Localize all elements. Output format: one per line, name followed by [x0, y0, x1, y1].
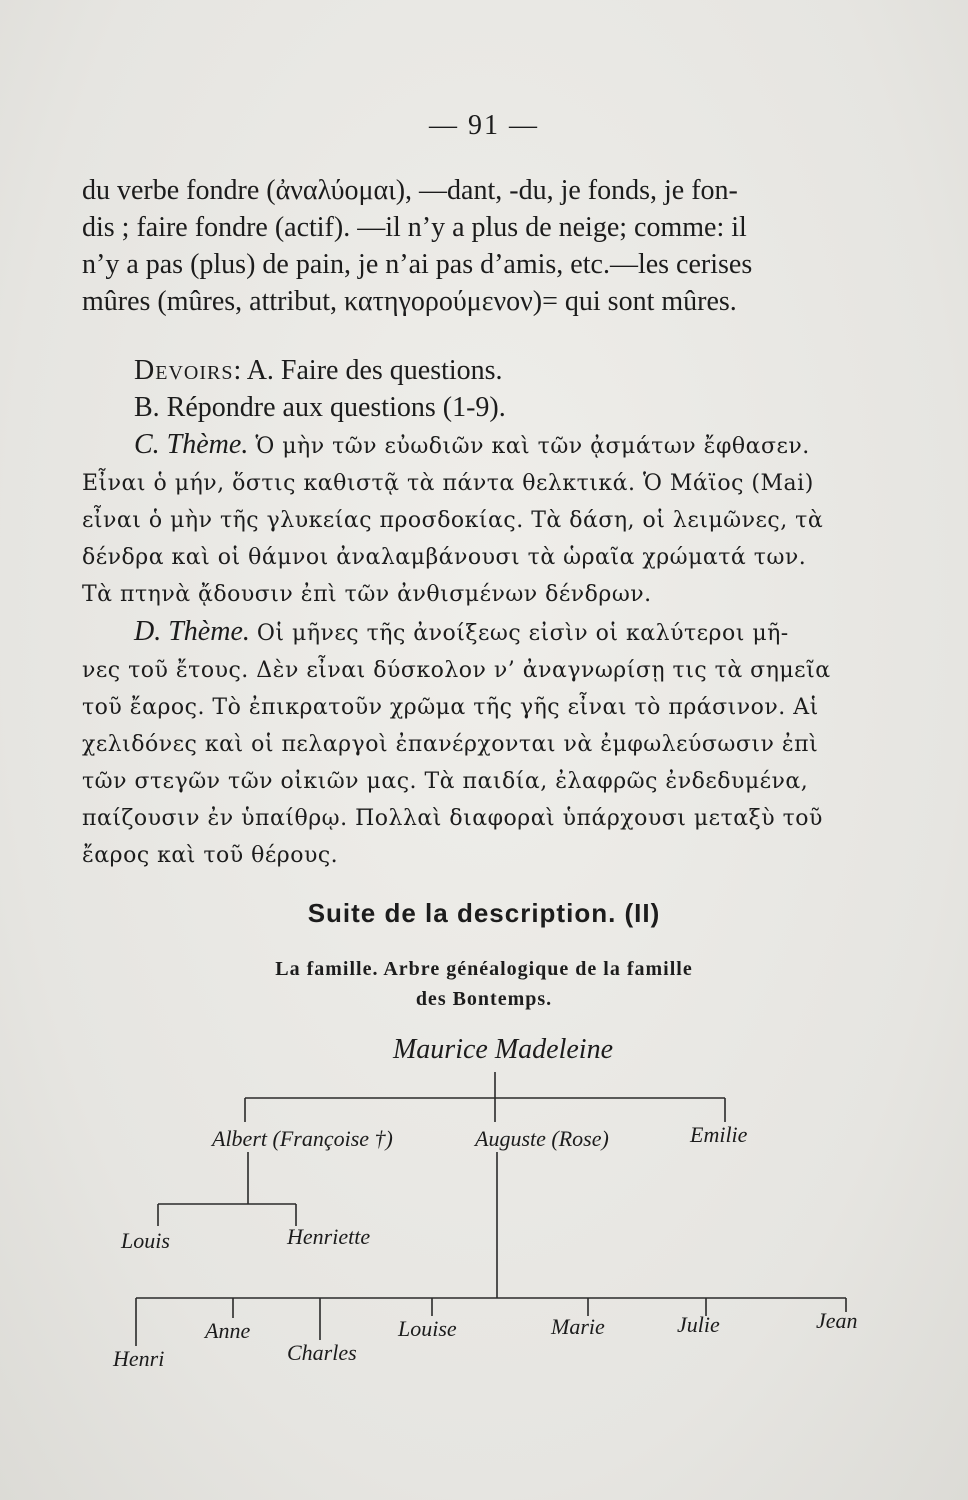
greek-line: ἔαρος καὶ τοῦ θέρους. — [82, 843, 339, 868]
tree-subtitle: La famille. Arbre généalogique de la famille — [275, 958, 693, 980]
greek-line: νες τοῦ ἔτους. Δὲν εἶναι δύσκολον ν’ ἀναγνωρίσῃ τις τὰ σημεῖα — [82, 658, 831, 683]
greek-line: Οἱ μῆνες τῆς ἀνοίξεως εἰσὶν οἱ καλύτεροι μῆ- — [256, 621, 789, 646]
greek-line: παίζουσιν ἐν ὑπαίθρῳ. Πολλαὶ διαφοραὶ ὑπάρχουσι μεταξὺ τοῦ — [82, 806, 823, 831]
tree-node-auguste: Auguste (Rose) — [475, 1126, 609, 1151]
greek-line: Ὁ μὴν τῶν εὐωδιῶν καὶ τῶν ᾀσμάτων ἔφθασεν. — [255, 434, 810, 459]
greek-line: Τὰ πτηνὰ ᾄδουσιν ἐπὶ τῶν ἀνθισμένων δένδρων. — [82, 582, 652, 607]
section-title: Suite de la description. (II) — [307, 898, 661, 928]
page-number: — 91 — — [429, 110, 539, 141]
theme-d-label: D. Thème. — [134, 616, 250, 647]
greek-line: εἶναι ὁ μὴν τῆς γλυκείας προσδοκίας. Τὰ δάση, οἱ λειμῶνες, τὰ — [82, 508, 824, 533]
tree-node-albert: Albert (Françoise †) — [212, 1126, 393, 1151]
devoirs-b: B. Répondre aux questions (1-9). — [134, 392, 506, 423]
devoirs-a-text: : A. Faire des questions. — [233, 355, 503, 386]
greek-line: Εἶναι ὁ μήν, ὅστις καθιστᾷ τὰ πάντα θελκτικά. Ὁ Μάϊος (Mai) — [82, 471, 814, 496]
greek-line: χελιδόνες καὶ οἱ πελαργοὶ ἐπανέρχονται νὰ ἐμφωλεύσωσιν ἐπὶ — [82, 732, 819, 757]
tree-node-charles: Charles — [287, 1340, 357, 1365]
theme-c-label: C. Thème. — [134, 429, 249, 460]
greek-line: τῶν στεγῶν τῶν οἰκιῶν μας. Τὰ παιδία, ἐλαφρῶς ἐνδεδυμένα, — [82, 769, 809, 794]
tree-node-anne: Anne — [205, 1318, 251, 1343]
tree-node-louise: Louise — [398, 1316, 457, 1341]
tree-node-julie: Julie — [677, 1312, 720, 1337]
devoirs-label: Devoirs — [134, 355, 234, 386]
tree-node-jean: Jean — [816, 1308, 858, 1333]
paragraph-line: mûres (mûres, attribut, κατηγορούμενον)= qui sont mûres. — [82, 286, 737, 317]
paragraph-line: dis ; faire fondre (actif). —il n’y a plus de neige; comme: il — [82, 212, 747, 243]
tree-subtitle-2: des Bontemps. — [415, 988, 553, 1010]
tree-root: Maurice Madeleine — [392, 1034, 614, 1065]
tree-node-henri: Henri — [113, 1346, 165, 1371]
tree-node-louis: Louis — [121, 1228, 170, 1253]
greek-line: δένδρα καὶ οἱ θάμνοι ἀναλαμβάνουσι τὰ ὡραῖα χρώματά των. — [82, 545, 807, 570]
tree-node-emilie: Emilie — [690, 1122, 748, 1147]
paragraph-line: n’y a pas (plus) de pain, je n’ai pas d’amis, etc.—les cerises — [82, 249, 753, 280]
paragraph-line: du verbe fondre (ἀναλύομαι), —dant, -du, je fonds, je fon- — [82, 175, 738, 206]
tree-node-marie: Marie — [551, 1314, 605, 1339]
tree-node-henriette: Henriette — [287, 1224, 371, 1249]
greek-line: τοῦ ἔαρος. Τὸ ἐπικρατοῦν χρῶμα τῆς γῆς εἶναι τὸ πράσινον. Αἱ — [82, 695, 819, 720]
tree-lines — [136, 1072, 846, 1346]
